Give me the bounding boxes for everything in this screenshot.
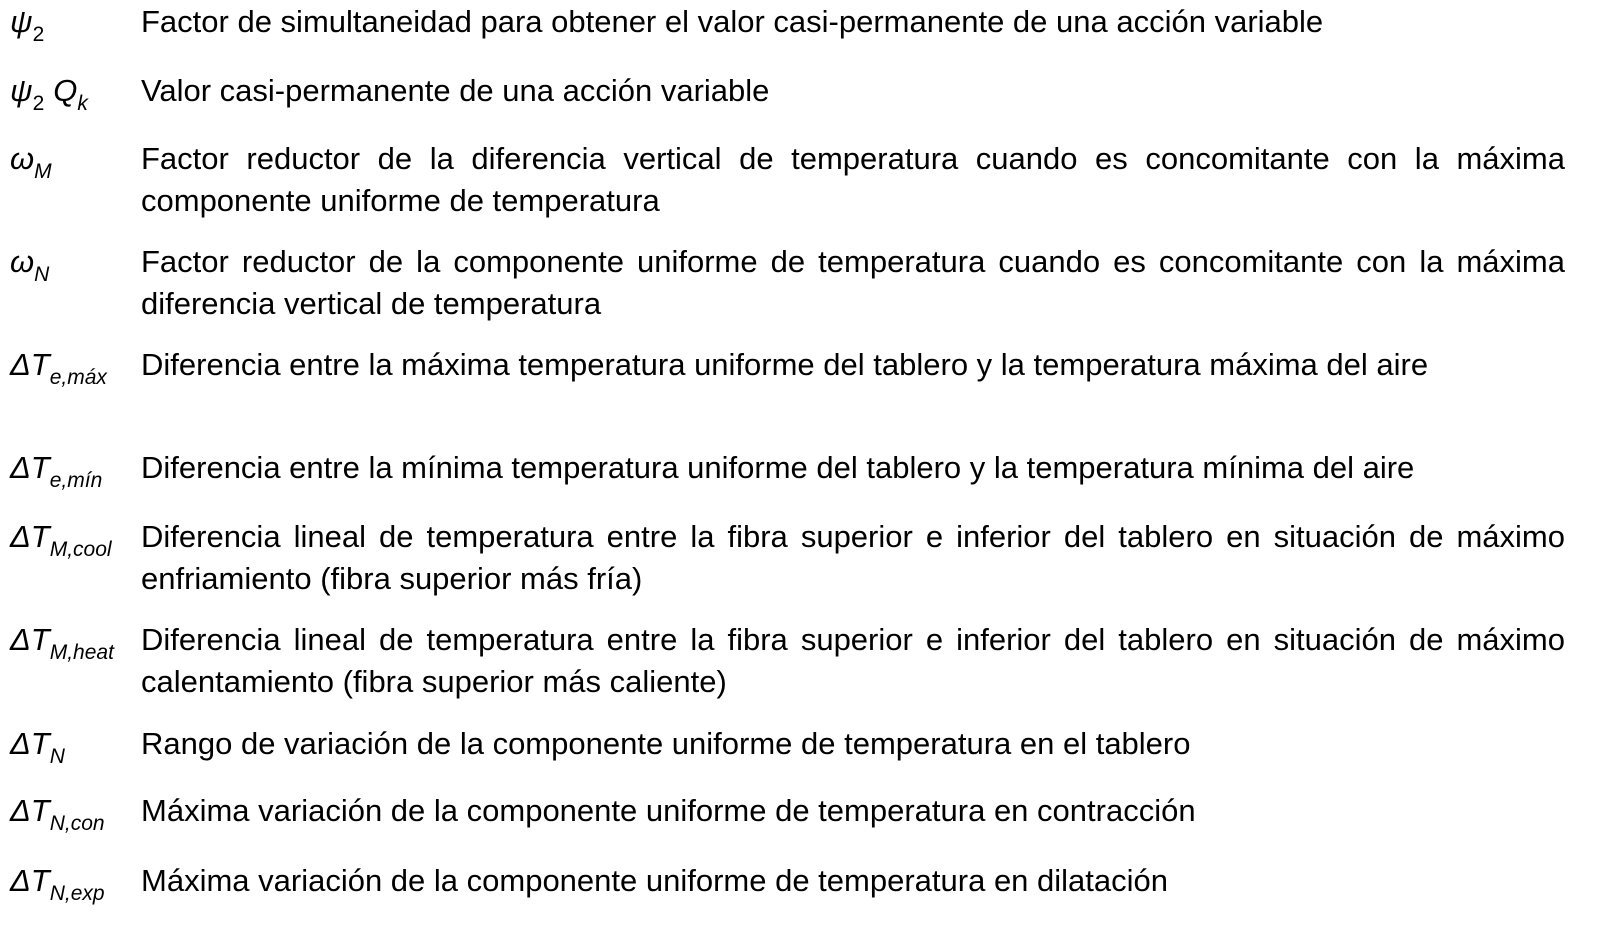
notation-description: Diferencia lineal de temperatura entre la fibra superior e inferior del tablero en situación de máximo calentamiento (fibra superior más caliente): [141, 622, 1565, 699]
symbol-subscript: N,exp: [49, 882, 105, 905]
symbol-base: ψ: [10, 73, 33, 108]
symbol-base: ΔT: [10, 726, 50, 761]
symbol-subscript: N: [34, 263, 50, 286]
symbol-subscript: 2: [32, 92, 45, 115]
symbol-base: ψ: [10, 4, 33, 39]
symbol-subscript: M,heat: [49, 641, 114, 664]
symbol-subscript-2: k: [77, 92, 88, 115]
notation-symbol: [10, 516, 112, 562]
symbol-subscript: 2: [32, 23, 45, 46]
symbol-base: ΔT: [10, 863, 50, 898]
notation-description: Factor reductor de la componente uniforme de temperatura cuando es concomitante con la máxima diferencia vertical de temperatura: [141, 244, 1565, 321]
notation-description: Diferencia entre la mínima temperatura uniforme del tablero y la temperatura mínima del aire: [141, 450, 1415, 485]
notation-symbol: [10, 723, 65, 769]
notation-description: Máxima variación de la componente uniforme de temperatura en dilatación: [141, 863, 1169, 898]
notation-description: Factor de simultaneidad para obtener el valor casi-permanente de una acción variable: [141, 4, 1324, 39]
notation-symbol: [10, 619, 114, 665]
notation-symbol: [10, 344, 107, 390]
notation-symbol: [10, 138, 52, 184]
notation-symbol: [10, 860, 105, 906]
symbol-subscript: N: [49, 745, 65, 768]
symbol-base: ω: [10, 141, 35, 176]
symbol-base: ΔT: [10, 450, 50, 485]
symbol-base: ΔT: [10, 793, 50, 828]
notation-description: Diferencia entre la máxima temperatura uniforme del tablero y la temperatura máxima del aire: [141, 347, 1429, 382]
symbol-subscript: N,con: [49, 812, 105, 835]
notation-description: Diferencia lineal de temperatura entre la fibra superior e inferior del tablero en situación de máximo enfriamiento (fibra superior más fría): [141, 519, 1565, 596]
notation-description: Máxima variación de la componente uniforme de temperatura en contracción: [141, 793, 1196, 828]
symbol-base: ΔT: [10, 622, 50, 657]
notation-description: Rango de variación de la componente uniforme de temperatura en el tablero: [141, 726, 1191, 761]
symbol-subscript: M: [34, 160, 52, 183]
notation-description: Valor casi-permanente de una acción variable: [141, 73, 770, 108]
symbol-subscript: e,mín: [49, 469, 103, 492]
notation-symbol: [10, 790, 105, 836]
notation-symbol: [10, 1, 44, 47]
notation-symbol: [10, 447, 102, 493]
symbol-base: ΔT: [10, 347, 50, 382]
notation-description: Factor reductor de la diferencia vertical de temperatura cuando es concomitante con la máxima componente uniforme de temperatura: [141, 141, 1565, 218]
notation-symbol: [10, 241, 49, 287]
symbol-base-2: Q: [53, 73, 78, 108]
symbol-base: ω: [10, 244, 35, 279]
symbol-base: ΔT: [10, 519, 50, 554]
notation-symbol: [10, 70, 88, 116]
symbol-subscript: e,máx: [49, 366, 107, 389]
symbol-subscript: M,cool: [49, 538, 112, 561]
